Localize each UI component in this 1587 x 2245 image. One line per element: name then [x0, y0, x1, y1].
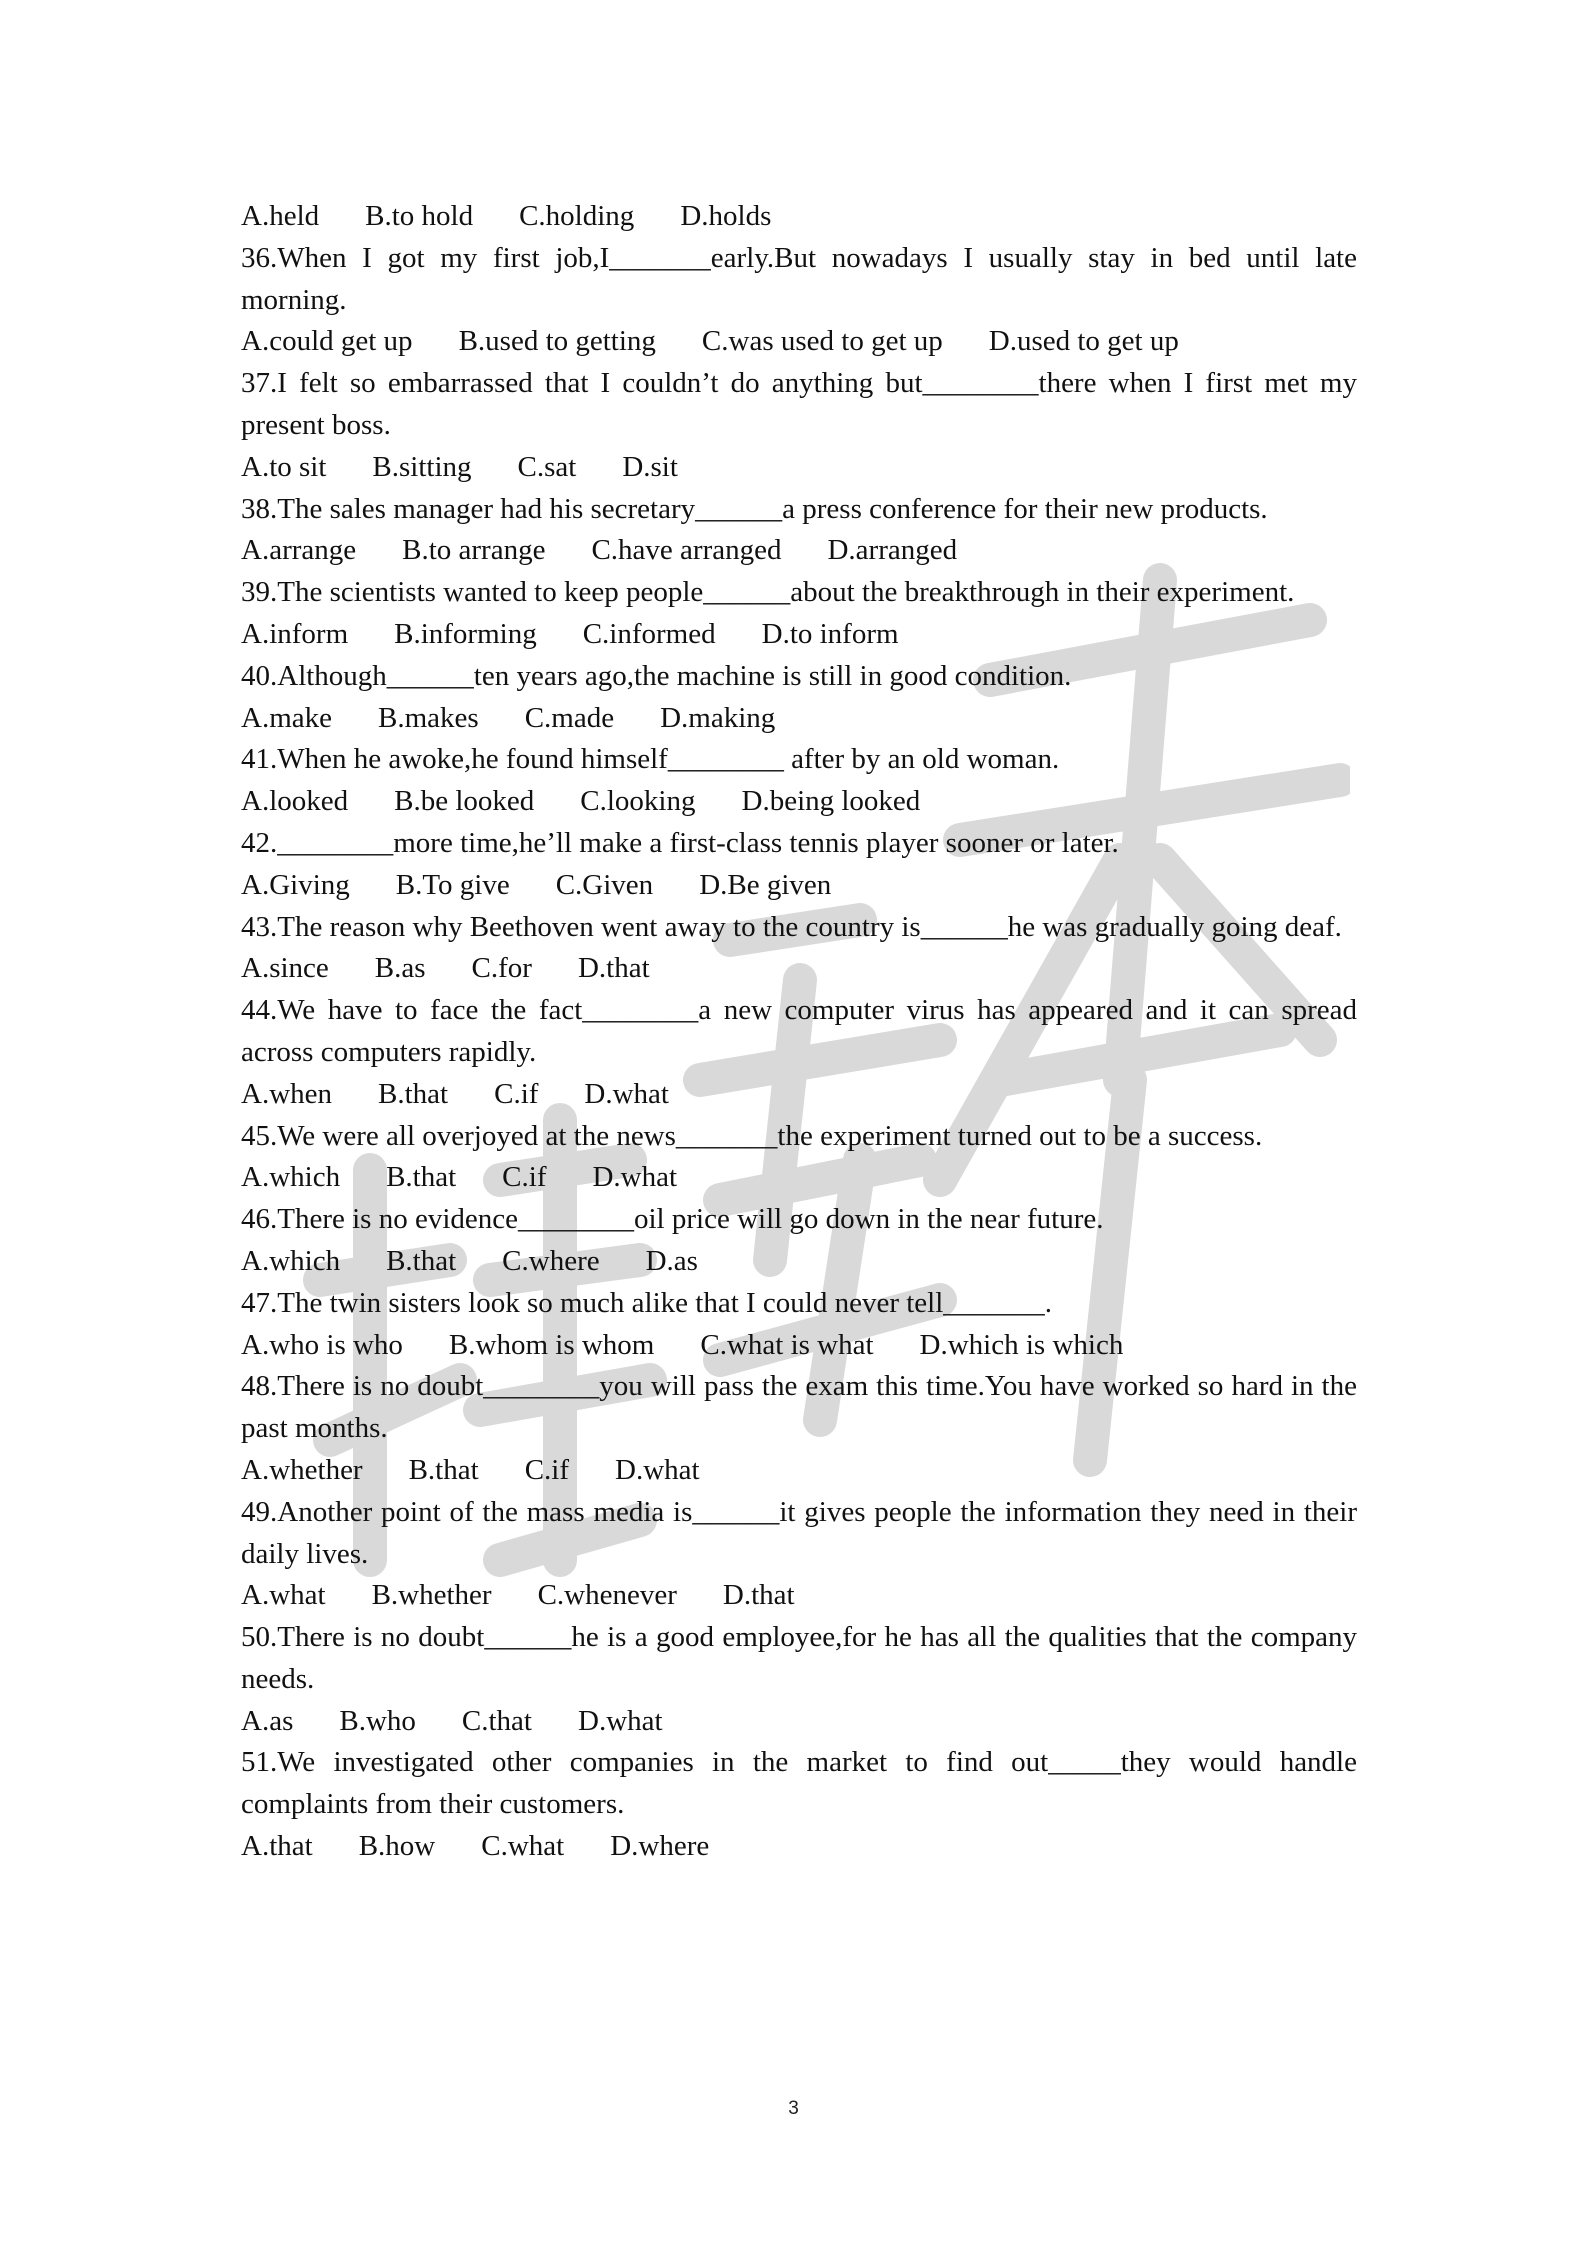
option-b[interactable]: B.used to getting	[458, 325, 656, 358]
options-row	[241, 1241, 1357, 1283]
question-text: 37.I felt so embarrassed that I couldn’t do anything but________there when I first met my present boss.	[241, 367, 1357, 441]
options-row	[241, 1826, 1357, 1868]
option-c[interactable]: C.informed	[582, 617, 716, 650]
question-text: 50.There is no doubt______he is a good employee,for he has all the qualities that the company needs.	[241, 1621, 1357, 1695]
question-text: 39.The scientists wanted to keep people______about the breakthrough in their experiment.	[241, 576, 1295, 609]
question-text: 42.________more time,he’ll make a first-class tennis player sooner or later.	[241, 826, 1119, 859]
option-c[interactable]: C.holding	[519, 200, 635, 232]
option-b[interactable]: B.be looked	[394, 785, 535, 818]
option-b[interactable]: B.that	[408, 1453, 479, 1486]
option-a[interactable]: A.which	[241, 1161, 341, 1194]
option-b[interactable]: B.how	[358, 1830, 436, 1863]
option-b[interactable]: B.whom is whom	[448, 1328, 655, 1361]
question-text: 38.The sales manager had his secretary______a press conference for their new products.	[241, 492, 1268, 525]
options-row-35	[241, 196, 1357, 238]
option-d[interactable]: D.what	[615, 1453, 700, 1486]
option-b[interactable]: B.to hold	[365, 200, 474, 232]
option-c[interactable]: C.what is what	[700, 1328, 874, 1361]
option-b[interactable]: B.that	[378, 1077, 449, 1110]
question-text: 44.We have to face the fact________a new computer virus has appeared and it can spread across computers rapidly.	[241, 994, 1357, 1068]
page-number: 3	[788, 2098, 799, 2119]
option-d[interactable]: D.being looked	[741, 785, 921, 818]
option-b[interactable]: B.whether	[371, 1579, 492, 1612]
option-c[interactable]: C.was used to get up	[701, 325, 943, 358]
option-c[interactable]: C.that	[461, 1704, 532, 1737]
options-row	[241, 447, 1357, 489]
options-row	[241, 1575, 1357, 1617]
options-row	[241, 530, 1357, 572]
question-text: 47.The twin sisters look so much alike that I could never tell_______.	[241, 1286, 1053, 1319]
option-b[interactable]: B.that	[386, 1244, 457, 1277]
option-b[interactable]: B.sitting	[372, 450, 472, 483]
option-a[interactable]: A.what	[241, 1579, 326, 1612]
option-a[interactable]: A.Giving	[241, 868, 350, 901]
question-text: 43.The reason why Beethoven went away to the country is______he was gradually going deaf.	[241, 910, 1342, 943]
option-d[interactable]: D.which is which	[919, 1328, 1124, 1361]
questions-container	[241, 238, 1357, 1868]
option-b[interactable]: B.To give	[395, 868, 510, 901]
option-a[interactable]: A.whether	[241, 1453, 363, 1486]
option-a[interactable]: A.arrange	[241, 534, 357, 567]
options-row	[241, 1450, 1357, 1492]
option-c[interactable]: C.what	[481, 1830, 565, 1863]
options-row	[241, 1325, 1357, 1367]
option-d[interactable]: D.to inform	[761, 617, 899, 650]
option-c[interactable]: C.whenever	[537, 1579, 677, 1612]
option-b[interactable]: B.as	[374, 952, 426, 985]
option-c[interactable]: C.sat	[517, 450, 577, 483]
question-text: 51.We investigated other companies in the market to find out_____they would handle complaints from their customers.	[241, 1746, 1357, 1821]
question-text: 41.When he awoke,he found himself________ after by an old woman.	[241, 743, 1060, 776]
option-c[interactable]: C.have arranged	[591, 534, 782, 567]
option-a[interactable]: A.held	[241, 200, 320, 232]
option-d[interactable]: D.sit	[622, 450, 678, 483]
question-text: 46.There is no evidence________oil price will go down in the near future.	[241, 1203, 1104, 1236]
question-text: 40.Although______ten years ago,the machine is still in good condition.	[241, 659, 1072, 692]
option-a[interactable]: A.inform	[241, 617, 349, 650]
option-a[interactable]: A.make	[241, 701, 332, 734]
option-c[interactable]: C.Given	[555, 868, 654, 901]
option-d[interactable]: D.what	[584, 1077, 669, 1110]
option-d[interactable]: D.what	[592, 1161, 678, 1194]
option-a[interactable]: A.looked	[241, 785, 349, 818]
options-row	[241, 614, 1357, 656]
option-d[interactable]: D.that	[577, 952, 650, 985]
option-c[interactable]: C.if	[502, 1161, 547, 1194]
question-list	[241, 196, 1357, 1868]
option-c[interactable]: C.if	[494, 1077, 539, 1110]
option-b[interactable]: B.who	[339, 1704, 416, 1737]
option-d[interactable]: D.Be given	[699, 868, 832, 901]
option-d[interactable]: D.where	[610, 1830, 710, 1863]
option-b[interactable]: B.that	[386, 1161, 457, 1194]
option-d[interactable]: D.making	[660, 701, 776, 734]
question-text: 49.Another point of the mass media is______it gives people the information they need in their daily lives.	[241, 1495, 1357, 1570]
options-row	[241, 698, 1357, 740]
option-d[interactable]: D.arranged	[827, 534, 958, 567]
option-c[interactable]: C.made	[524, 701, 615, 734]
question-text: 48.There is no doubt________you will pass the exam this time.You have worked so hard in the past months.	[241, 1370, 1357, 1445]
option-a[interactable]: A.who is who	[241, 1328, 403, 1361]
question-text: 36.When I got my first job,I_______early.But nowadays I usually stay in bed until late morning.	[241, 241, 1357, 316]
options-row	[241, 1157, 1357, 1199]
option-b[interactable]: B.to arrange	[402, 534, 546, 567]
option-b[interactable]: B.informing	[394, 617, 537, 650]
option-c[interactable]: C.looking	[580, 785, 696, 818]
question-text: 45.We were all overjoyed at the news_______the experiment turned out to be a success.	[241, 1119, 1263, 1152]
option-c[interactable]: C.for	[471, 952, 532, 985]
options-row	[241, 1074, 1357, 1116]
option-c[interactable]: C.if	[524, 1453, 569, 1486]
option-d[interactable]: D.as	[645, 1244, 698, 1277]
option-a[interactable]: A.that	[241, 1830, 313, 1863]
option-a[interactable]: A.as	[241, 1704, 294, 1737]
option-d[interactable]: D.what	[578, 1704, 663, 1737]
options-row	[241, 1701, 1357, 1743]
option-d[interactable]: D.holds	[680, 200, 772, 232]
option-a[interactable]: A.could get up	[241, 325, 413, 358]
option-b[interactable]: B.makes	[378, 701, 479, 734]
option-c[interactable]: C.where	[502, 1244, 600, 1277]
option-a[interactable]: A.which	[241, 1244, 341, 1277]
option-a[interactable]: A.since	[241, 952, 329, 985]
options-row	[241, 321, 1357, 363]
options-row	[241, 781, 1357, 823]
option-a[interactable]: A.to sit	[241, 450, 327, 483]
options-row	[241, 948, 1357, 990]
option-d[interactable]: D.that	[722, 1579, 795, 1612]
option-d[interactable]: D.used to get up	[988, 325, 1179, 358]
options-row	[241, 865, 1357, 907]
option-a[interactable]: A.when	[241, 1077, 333, 1110]
